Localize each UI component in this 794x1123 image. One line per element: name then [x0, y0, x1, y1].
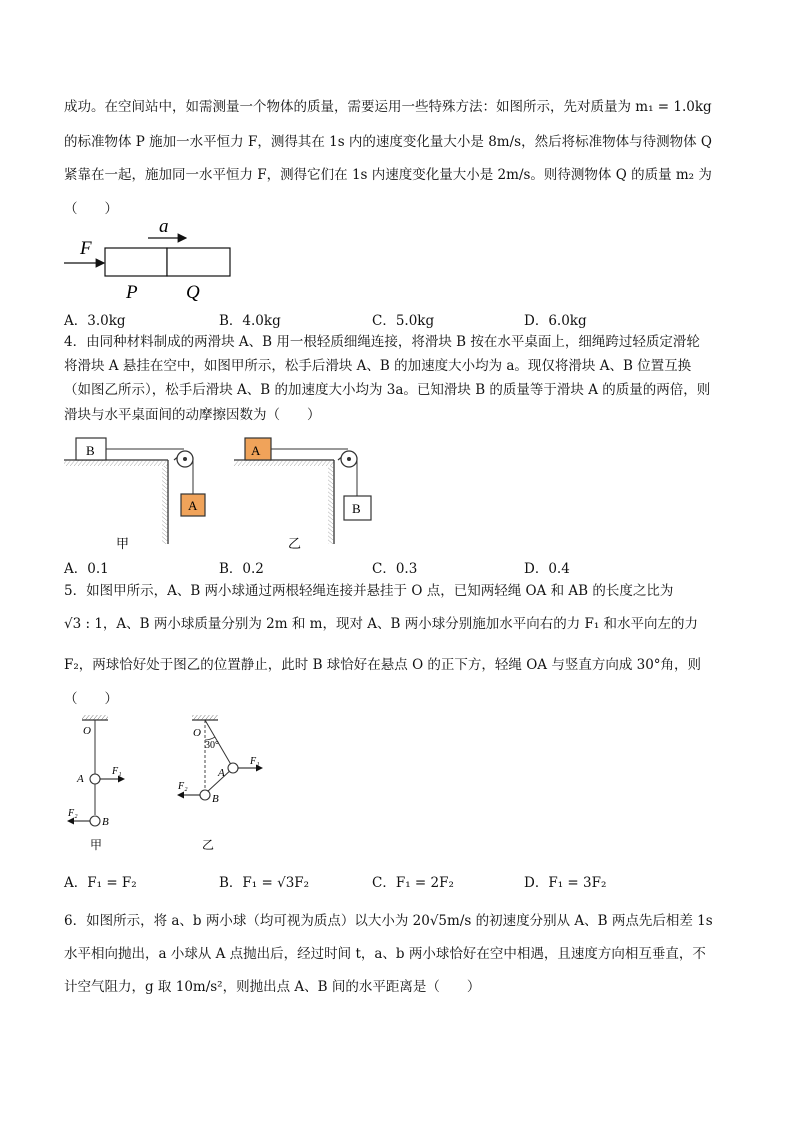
block-p-label: P	[126, 282, 138, 303]
q5-text-line-4: （ ）	[64, 691, 118, 707]
q4-option-c: C．0.3	[372, 561, 418, 577]
q5-option-c: C．F₁ = 2F₂	[372, 875, 454, 891]
q4-text-line-2: 将滑块 A 悬挂在空中，如图甲所示，松手后滑块 A、B 的加速度大小均为 a。现仅将滑块 A、B 位置互换	[64, 358, 692, 374]
q3-option-c: C．5.0kg	[372, 313, 435, 329]
q3-figure-blocks	[62, 216, 242, 306]
caption-yi: 乙	[288, 537, 302, 552]
q5-figure-svg	[62, 714, 292, 854]
point-a-jia: A	[77, 773, 84, 785]
figure-jia	[64, 438, 205, 552]
point-o-jia: O	[83, 725, 91, 737]
q6-text-line-1: 6．如图所示，将 a、b 两小球（均可视为质点）以大小为 20√5m/s 的初速度分别从 A、B 两点先后相差 1s	[64, 913, 713, 929]
caption-yi-balls: 乙	[202, 838, 215, 852]
point-a-yi: A	[218, 767, 225, 779]
q5-option-d: D．F₁ = 3F₂	[524, 875, 607, 891]
force1-yi: F₁	[250, 756, 260, 767]
q4-figure-pulleys	[64, 430, 384, 552]
figure-yi	[234, 438, 371, 552]
q4-option-a: A．0.1	[64, 561, 109, 577]
q6-text-line-3: 计空气阻力，g 取 10m/s²，则抛出点 A、B 间的水平距离是（ ）	[64, 979, 481, 995]
block-q-label: Q	[186, 282, 200, 303]
force-label: F	[80, 238, 92, 259]
q3-figure-svg	[62, 216, 242, 306]
q3-text-line-2: 的标准物体 P 施加一水平恒力 F，测得其在 1s 内的速度变化量大小是 8m/s，然后将标准物体与待测物体 Q	[64, 134, 712, 150]
ball-b-jia	[90, 816, 100, 826]
block-a-label-yi: A	[251, 443, 261, 458]
caption-jia: 甲	[116, 537, 130, 552]
figure-jia-balls	[67, 715, 124, 852]
q5-text-line-1: 5．如图甲所示，A、B 两小球通过两根轻绳连接并悬挂于 O 点，已知两轻绳 OA 和 AB 的长度之比为	[64, 583, 674, 599]
q4-text-line-4: 滑块与水平桌面间的动摩擦因数为（ ）	[64, 407, 321, 423]
block-a-label: A	[188, 498, 198, 513]
accel-label: a	[159, 216, 169, 237]
block-b-label: B	[86, 443, 95, 458]
q3-option-b: B．4.0kg	[219, 313, 281, 329]
point-o-yi: O	[193, 727, 201, 739]
ball-b-yi	[200, 790, 210, 800]
q5-figure-balls	[62, 714, 292, 854]
q4-figure-svg	[64, 430, 384, 552]
q5-option-b: B．F₁ = √3F₂	[219, 875, 310, 891]
figure-yi-balls	[177, 715, 262, 852]
q4-text-line-3: （如图乙所示），松手后滑块 A、B 的加速度大小均为 3a。已知滑块 B 的质量等于滑块 A 的质量的两倍，则	[64, 382, 711, 398]
q3-option-a: A．3.0kg	[64, 313, 126, 329]
q5-text-line-3: F₂，两球恰好处于图乙的位置静止，此时 B 球恰好在悬点 O 的正下方，轻绳 OA 与竖直方向成 30°角，则	[64, 657, 702, 673]
ball-a-yi	[228, 763, 238, 773]
q6-text-line-2: 水平相向抛出，a 小球从 A 点抛出后，经过时间 t，a、b 两小球恰好在空中相遇，且速度方向相互垂直，不	[64, 946, 706, 962]
point-b-jia: B	[102, 816, 109, 828]
q3-text-line-1: 成功。在空间站中，如需测量一个物体的质量，需要运用一些特殊方法：如图所示，先对质量为 m₁ = 1.0kg	[64, 99, 712, 115]
q5-option-a: A．F₁ = F₂	[64, 875, 137, 891]
q3-text-line-3: 紧靠在一起，施加同一水平恒力 F，测得它们在 1s 内速度变化量大小是 2m/s。则待测物体 Q 的质量 m₂ 为	[64, 167, 712, 183]
force1-jia: F₁	[112, 766, 122, 777]
ball-a-jia	[90, 774, 100, 784]
q4-option-b: B．0.2	[219, 561, 264, 577]
q5-options	[64, 871, 744, 889]
point-b-yi: B	[212, 793, 219, 805]
q3-option-d: D．6.0kg	[524, 313, 587, 329]
force2-yi: F₂	[178, 781, 188, 792]
angle-label: 30°	[205, 740, 219, 751]
block-b-label-yi: B	[352, 501, 361, 516]
q3-text-line-4: （ ）	[64, 201, 118, 217]
q4-text-line-1: 4．由同种材料制成的两滑块 A、B 用一根轻质细绳连接，将滑块 B 按在水平桌面上，细绳跨过轻质定滑轮	[64, 334, 700, 350]
block-q	[167, 248, 230, 276]
force2-jia: F₂	[68, 808, 78, 819]
q4-option-d: D．0.4	[524, 561, 570, 577]
q5-text-line-2: √3 : 1，A、B 两小球质量分别为 2m 和 m，现对 A、B 两小球分别施加水平向右的力 F₁ 和水平向左的力	[64, 616, 699, 632]
q4-options	[64, 557, 744, 575]
block-p	[105, 248, 167, 276]
caption-jia-balls: 甲	[90, 838, 103, 852]
q3-options	[64, 309, 744, 327]
